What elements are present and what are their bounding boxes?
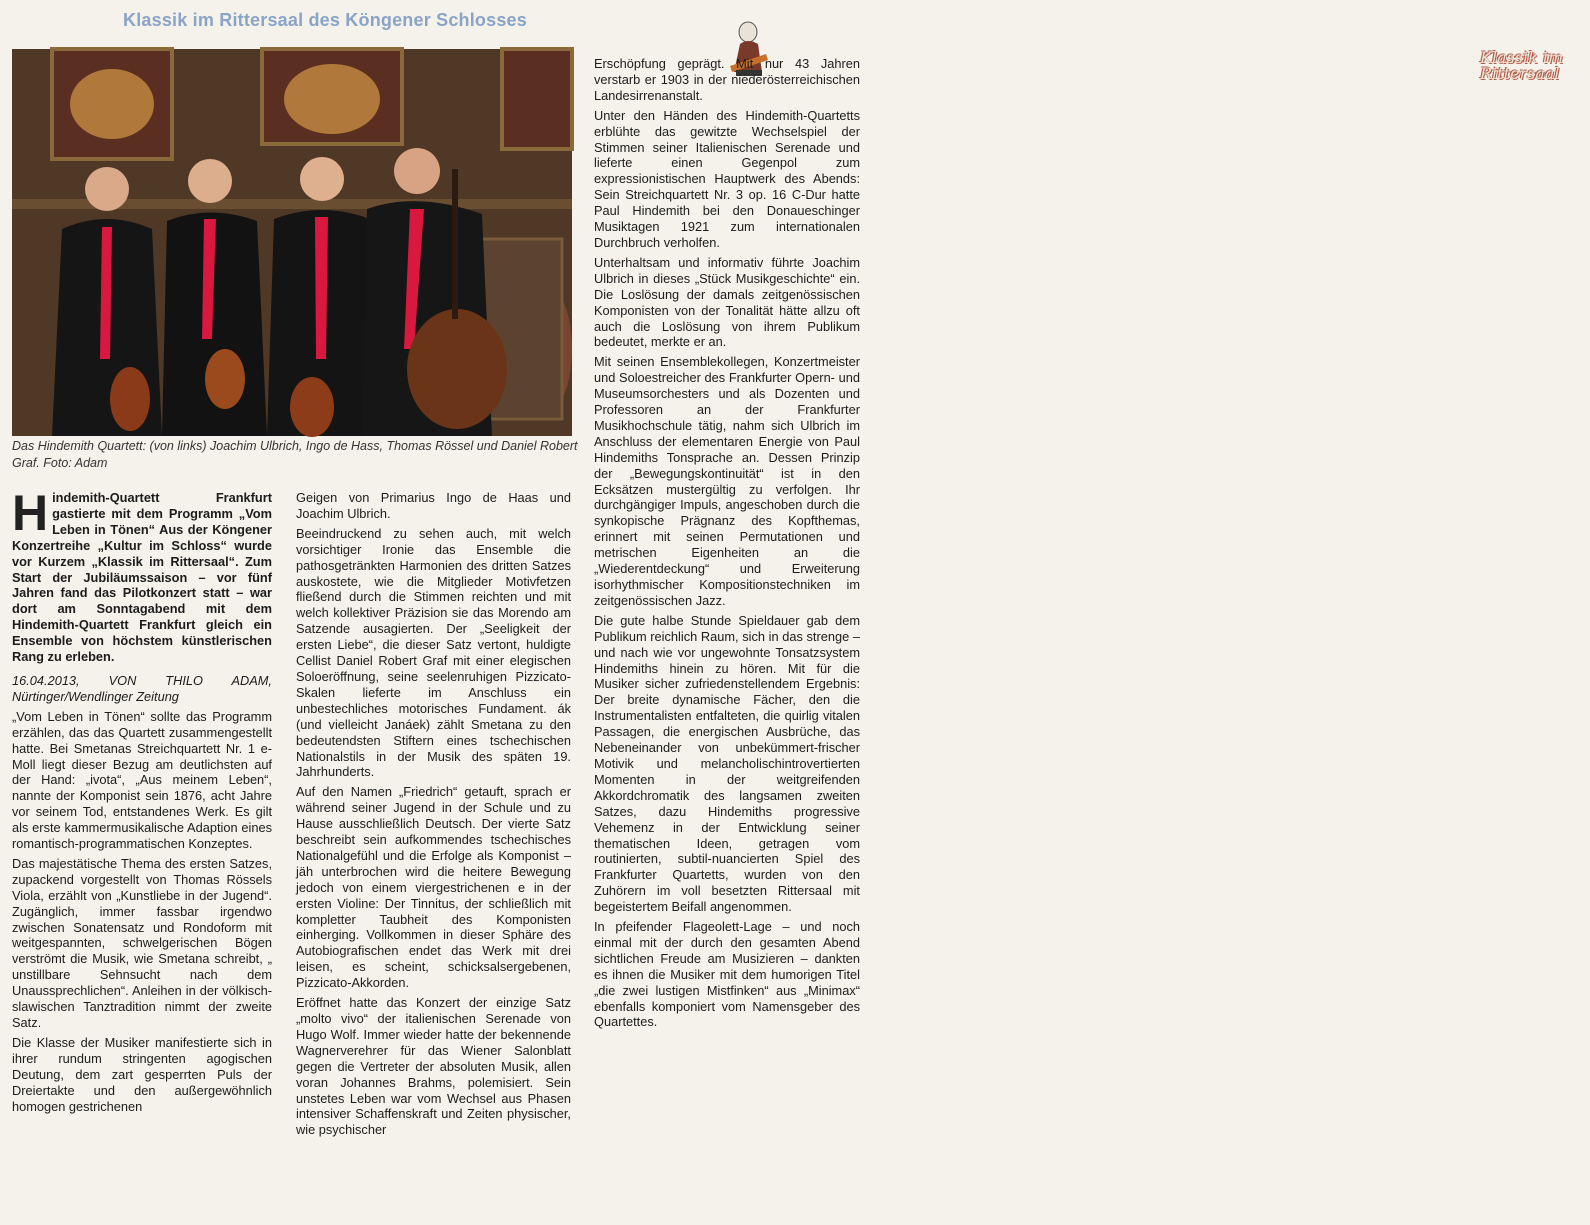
quartet-photo-graphic bbox=[12, 49, 572, 436]
paragraph: Erschöpfung geprägt. Mit nur 43 Jahren verstarb er 1903 in der niederösterreichischen Landesirrenanstalt. bbox=[594, 56, 860, 103]
paragraph: Auf den Namen „Friedrich“ getauft, sprach er während seiner Jugend in der Schule und zu Hause ausschließlich Deutsch. Der vierte Satz beschreibt sein aufkommendes tschechisches Nationalgefühl und die Erfolge als Komponist – jäh unterbrochen wird die heitere Bewegung jedoch von einem viergestrichenen e in der ersten Violine: Der Tinnitus, der schließlich mit kompletter Taubheit des Komponisten einherging. Vollkommen in dieser Sphäre des Autobiografischen endet das Werk mit drei leisen, es scheint, schicksalsergebenen, Pizzicato-Akkorden. bbox=[296, 784, 571, 991]
paragraph: Beeindruckend zu sehen auch, mit welch vorsichtiger Ironie das Ensemble die pathosgetränkten Harmonien des dritten Satzes auskostete, wie die Mitglieder Motivfetzen fließend durch die Stimmen reichten und mit welch kollektiver Präzision sie das Morendo am Satzende ausagierten. Der „Seeligkeit der ersten Liebe“, die dieser Satz vertont, huldigte Cellist Daniel Robert Graf mit einer elegischen Soloeröffnung, seine seelenruhigen Pizzicato-Skalen lieferte im Anschluss ein unbestechliches motorisches Fundament. ák (und vielleicht Janáek) zählt Smetana zu den bedeutendsten Stiftern eines tschechischen Nationalstils in der Musik des späten 19. Jahrhunderts. bbox=[296, 525, 571, 780]
article-column-3 bbox=[594, 56, 860, 1034]
paragraph: In pfeifender Flageolett-Lage – und noch einmal mit der durch den gesamten Abend sichtlichen Freude am Musizieren – dankten es ihnen die Musiker mit dem humorigen Titel „die zwei lustigen Mistfinken“ aus „Minimax“ ebenfalls komponiert vom Namensgeber des Quartettes. bbox=[594, 919, 860, 1030]
paragraph: Das majestätische Thema des ersten Satzes, zupackend vorgestellt von Thomas Rössels Viola, erzählt von „Kunstliebe in der Jugend“. Zugänglich, immer fassbar irgendwo zwischen Sonatensatz und Rondoform mit weitgespannten, schwelgerischen Bögen verströmt die Musik, wie Smetana schreibt, „ unstillbare Sehnsucht nach dem Unaussprechlichen“. Anleihen in der völkisch-slawischen Tanztradition nimmt der zweite Satz. bbox=[12, 855, 272, 1030]
paragraph: Die gute halbe Stunde Spieldauer gab dem Publikum reichlich Raum, sich in das strenge – und nach wie vor ungewohnte Tonsatzsystem Hindemiths hinein zu hören. Mit für die Musiker sicher zufriedenstellendem Ergebnis: Der breite dynamische Fächer, den die Instrumentalisten entfalteten, die quirlig vitalen Passagen, die energischen Ausbrüche, das Nebeneinander von unbekümmert-frischer Motivik und melancholischintrovertierten Momenten in der weitgreifenden Akkordchromatik des langsamen zweiten Satzes, dazu Hindemiths progressive Vehemenz in der Entwicklung seiner thematischen Ideen, getragen vom routinierten, subtil-nuancierten Spiel des Frankfurter Quartetts, wurden von den Zuhörern im voll besetzten Rittersaal mit begeistertem Beifall angenommen. bbox=[594, 612, 860, 915]
paragraph: „Vom Leben in Tönen“ sollte das Programm erzählen, das das Quartett zusammengestellt hatte. Bei Smetanas Streichquartett Nr. 1 e-Moll liegt dieser Bezug am deutlichsten auf der Hand: „ivota“, „Aus meinem Leben“, nannte der Komponist sein 1876, acht Jahre vor seinem Tod, entstandenes Werk. Es gilt als erste kammermusikalische Adaption eines romantisch-programmatischen Konzeptes. bbox=[12, 708, 272, 852]
paragraph: Die Klasse der Musiker manifestierte sich in ihrer rundum stringenten agogischen Deutung, dem zart gesperrten Puls der Dreiertakte und den außergewöhnlich homogen gestrichenen bbox=[12, 1034, 272, 1114]
photo-caption: Das Hindemith Quartett: (von links) Joachim Ulbrich, Ingo de Hass, Thomas Rössel und Daniel Robert Graf. Foto: Adam bbox=[12, 439, 578, 470]
article-column-2 bbox=[296, 490, 571, 1142]
article-lead bbox=[12, 485, 272, 665]
logo-text: Klassik im Rittersaal bbox=[1480, 48, 1564, 83]
paragraph: Eröffnet hatte das Konzert der einzige Satz „molto vivo“ der italienischen Serenade von Hugo Wolf. Immer wieder hatte der bekennende Wagnerverehrer für das Wiener Salonblatt gegen die Vertreter der absoluten Musik, allen voran Johannes Brahms, polemisiert. Sein unstetes Leben war vom Wechsel aus Phasen intensiver Schaffenskraft und Zeiten physischer, wie psychischer bbox=[296, 995, 571, 1138]
paragraph: Geigen von Primarius Ingo de Haas und Joachim Ulbrich. bbox=[296, 490, 571, 521]
paragraph: Unterhaltsam und informativ führte Joachim Ulbrich in dieses „Stück Musikgeschichte“ ein. Die Loslösung der damals zeitgenössischen Komponisten von der Tonalität hätte allzu oft auch die Loslösung von ihrem Publikum bedeutet, merkte er an. bbox=[594, 254, 860, 350]
paragraph: Mit seinen Ensemblekollegen, Konzertmeister und Soloestreicher des Frankfurter Opern- und Museumsorchesters und als Dozenten und Professoren an der Frankfurter Musikhochschule tätig, nahm sich Ulbrich im Anschluss der elementaren Energie von Paul Hindemiths Tonsprache an. Dessen Prinzip der „Bewegungskontinuität“ ist in den Ecksätzen mustergültig zu verfolgen. Ihr durchgängiger Impuls, angeschoben durch die synkopische Prägnanz des Kopfthemas, erinnert mit seinen Permutationen und metrischen Eigenheiten an die „Wiederentdeckung“ und Erweiterung isorhythmischer Kompositionstechniken im zeitgenössischen Jazz. bbox=[594, 354, 860, 608]
paragraph: Unter den Händen des Hindemith-Quartetts erblühte das gewitzte Wechselspiel der Stimmen seiner Italienischen Serenade und lieferte einen Gegenpol zum expressionistischen Hauptwerk des Abends: Sein Streichquartett Nr. 3 op. 16 C-Dur hatte Paul Hindemith bei den Donaueschinger Musiktagen 1921 zum internationalen Durchbruch verholfen. bbox=[594, 107, 860, 250]
article-column-1 bbox=[12, 485, 272, 1118]
drop-cap: H bbox=[12, 485, 49, 541]
quartet-photo bbox=[12, 49, 572, 436]
page-title: Klassik im Rittersaal des Köngener Schlosses bbox=[123, 10, 527, 30]
lead-text: indemith-Quartett Frankfurt gastierte mit dem Programm „Vom Leben in Tönen“ Aus der Köngener Konzertreihe „Kultur im Schloss“ wurde vor Kurzem „Klassik im Rittersaal“. Zum Start der Jubiläumssaison – vor fünf Jahren fand das Pilotkonzert statt – war dort am Sonntagabend mit dem Hindemith-Quartett Frankfurt gleich ein Ensemble von höchstem künstlerischen Rang zu erleben. bbox=[12, 490, 272, 665]
byline: 16.04.2013, VON THILO ADAM, Nürtinger/Wendlinger Zeitung bbox=[12, 672, 272, 704]
